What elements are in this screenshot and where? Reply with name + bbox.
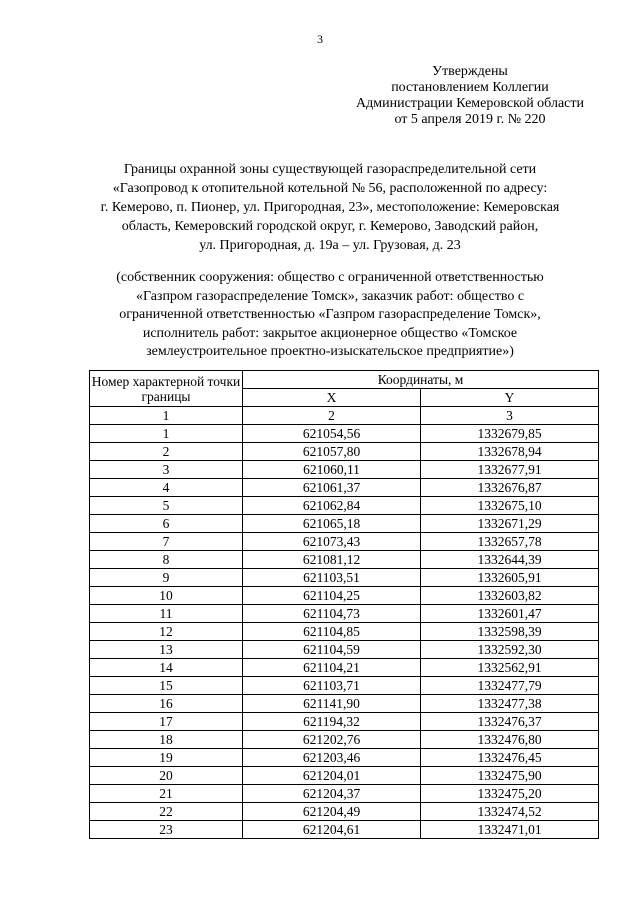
x-coordinate-cell: 621204,61 — [243, 821, 421, 839]
table-row — [90, 803, 599, 821]
point-number-cell: 2 — [90, 443, 243, 461]
table-row — [90, 695, 599, 713]
table-row — [90, 443, 599, 461]
table-row — [90, 749, 599, 767]
y-coordinate-cell: 1332592,30 — [421, 641, 599, 659]
point-number-cell: 22 — [90, 803, 243, 821]
title-line: ул. Пригородная, д. 19а – ул. Грузовая, д. 23 — [199, 238, 461, 253]
table-row — [90, 713, 599, 731]
x-coordinate-cell: 621054,56 — [243, 425, 421, 443]
x-coordinate-cell: 621141,90 — [243, 695, 421, 713]
table-row — [90, 533, 599, 551]
x-coordinate-cell: 621104,59 — [243, 641, 421, 659]
table-row — [90, 425, 599, 443]
x-coordinate-cell: 621104,25 — [243, 587, 421, 605]
x-coordinate-cell: 621194,32 — [243, 713, 421, 731]
title-line: г. Кемерово, п. Пионер, ул. Пригородная, 23», местоположение: Кемеровская — [100, 200, 560, 215]
approval-stamp — [330, 64, 610, 128]
table-row — [90, 641, 599, 659]
point-number-cell: 18 — [90, 731, 243, 749]
table-row — [90, 479, 599, 497]
table-row — [90, 659, 599, 677]
x-coordinate-cell: 621104,21 — [243, 659, 421, 677]
x-coordinate-cell: 621103,71 — [243, 677, 421, 695]
point-number-cell: 5 — [90, 497, 243, 515]
parties-line: ограниченной ответственностью «Газпром газораспределение Томск», — [119, 307, 541, 322]
y-coordinate-cell: 1332601,47 — [421, 605, 599, 623]
x-coordinate-cell: 621103,51 — [243, 569, 421, 587]
y-coordinate-cell: 1332603,82 — [421, 587, 599, 605]
table-row — [90, 461, 599, 479]
title-line: «Газопровод к отопительной котельной № 56, расположенной по адресу: — [112, 181, 548, 196]
x-coordinate-cell: 621104,85 — [243, 623, 421, 641]
page-number: 3 — [317, 32, 323, 46]
table-row — [90, 677, 599, 695]
x-coordinate-cell: 621062,84 — [243, 497, 421, 515]
point-number-cell: 17 — [90, 713, 243, 731]
y-coordinate-cell: 1332675,10 — [421, 497, 599, 515]
y-coordinate-cell: 1332598,39 — [421, 623, 599, 641]
y-coordinate-cell: 1332471,01 — [421, 821, 599, 839]
x-coordinate-cell: 621202,76 — [243, 731, 421, 749]
header-x: X — [243, 389, 421, 407]
point-number-cell: 21 — [90, 785, 243, 803]
table-row — [90, 623, 599, 641]
table-row — [90, 785, 599, 803]
x-coordinate-cell: 621060,11 — [243, 461, 421, 479]
approval-line: Администрации Кемеровской области — [356, 96, 584, 111]
point-number-cell: 12 — [90, 623, 243, 641]
point-number-cell: 20 — [90, 767, 243, 785]
column-number: 2 — [243, 407, 421, 425]
table-header-row — [90, 371, 599, 389]
parties-line: исполнитель работ: закрытое акционерное общество «Томское — [142, 325, 518, 341]
point-number-cell: 4 — [90, 479, 243, 497]
point-number-cell: 7 — [90, 533, 243, 551]
table-row — [90, 515, 599, 533]
approval-line: постановлением Коллегии — [391, 80, 549, 95]
x-coordinate-cell: 621061,37 — [243, 479, 421, 497]
x-coordinate-cell: 621203,46 — [243, 749, 421, 767]
point-number-cell: 13 — [90, 641, 243, 659]
table-row — [90, 821, 599, 839]
y-coordinate-cell: 1332644,39 — [421, 551, 599, 569]
y-coordinate-cell: 1332475,20 — [421, 785, 599, 803]
x-coordinate-cell: 621065,18 — [243, 515, 421, 533]
y-coordinate-cell: 1332676,87 — [421, 479, 599, 497]
y-coordinate-cell: 1332657,78 — [421, 533, 599, 551]
x-coordinate-cell: 621081,12 — [243, 551, 421, 569]
parties-line: «Газпром газораспределение Томск», заказчик работ: общество с — [135, 288, 525, 304]
x-coordinate-cell: 621073,43 — [243, 533, 421, 551]
point-number-cell: 6 — [90, 515, 243, 533]
x-coordinate-cell: 621204,49 — [243, 803, 421, 821]
document-title — [40, 160, 620, 255]
y-coordinate-cell: 1332475,90 — [421, 767, 599, 785]
y-coordinate-cell: 1332477,38 — [421, 695, 599, 713]
y-coordinate-cell: 1332474,52 — [421, 803, 599, 821]
y-coordinate-cell: 1332476,45 — [421, 749, 599, 767]
y-coordinate-cell: 1332562,91 — [421, 659, 599, 677]
column-number-row — [90, 407, 599, 425]
point-number-cell: 23 — [90, 821, 243, 839]
x-coordinate-cell: 621204,37 — [243, 785, 421, 803]
point-number-cell: 1 — [90, 425, 243, 443]
title-line: Границы охранной зоны существующей газораспределительной сети — [123, 162, 537, 177]
parties-note — [40, 269, 620, 362]
header-coordinates: Координаты, м — [243, 371, 599, 389]
table-row — [90, 587, 599, 605]
table-row — [90, 569, 599, 587]
x-coordinate-cell: 621104,73 — [243, 605, 421, 623]
y-coordinate-cell: 1332605,91 — [421, 569, 599, 587]
point-number-cell: 10 — [90, 587, 243, 605]
title-line: область, Кемеровский городской округ, г. Кемерово, Заводский район, — [121, 219, 539, 234]
y-coordinate-cell: 1332671,29 — [421, 515, 599, 533]
column-number: 1 — [90, 407, 243, 425]
y-coordinate-cell: 1332678,94 — [421, 443, 599, 461]
coordinates-table-body — [90, 371, 599, 839]
point-number-cell: 16 — [90, 695, 243, 713]
point-number-cell: 9 — [90, 569, 243, 587]
approval-line: от 5 апреля 2019 г. № 220 — [394, 112, 546, 127]
column-number: 3 — [421, 407, 599, 425]
y-coordinate-cell: 1332679,85 — [421, 425, 599, 443]
table-row — [90, 497, 599, 515]
point-number-cell: 11 — [90, 605, 243, 623]
y-coordinate-cell: 1332476,80 — [421, 731, 599, 749]
parties-line: землеустроительное проектно-изыскательское предприятие») — [146, 344, 514, 359]
header-y: Y — [421, 389, 599, 407]
point-number-cell: 8 — [90, 551, 243, 569]
table-row — [90, 731, 599, 749]
point-number-cell: 19 — [90, 749, 243, 767]
header-point-number: Номер характерной точки границы — [90, 371, 243, 407]
x-coordinate-cell: 621204,01 — [243, 767, 421, 785]
x-coordinate-cell: 621057,80 — [243, 443, 421, 461]
coordinates-table — [89, 370, 599, 839]
point-number-cell: 14 — [90, 659, 243, 677]
table-row — [90, 605, 599, 623]
y-coordinate-cell: 1332476,37 — [421, 713, 599, 731]
point-number-cell: 3 — [90, 461, 243, 479]
table-row — [90, 767, 599, 785]
y-coordinate-cell: 1332477,79 — [421, 677, 599, 695]
parties-line: (собственник сооружения: общество с ограниченной ответственностью — [116, 270, 544, 285]
table-row — [90, 551, 599, 569]
point-number-cell: 15 — [90, 677, 243, 695]
y-coordinate-cell: 1332677,91 — [421, 461, 599, 479]
approval-line: Утверждены — [432, 64, 508, 79]
